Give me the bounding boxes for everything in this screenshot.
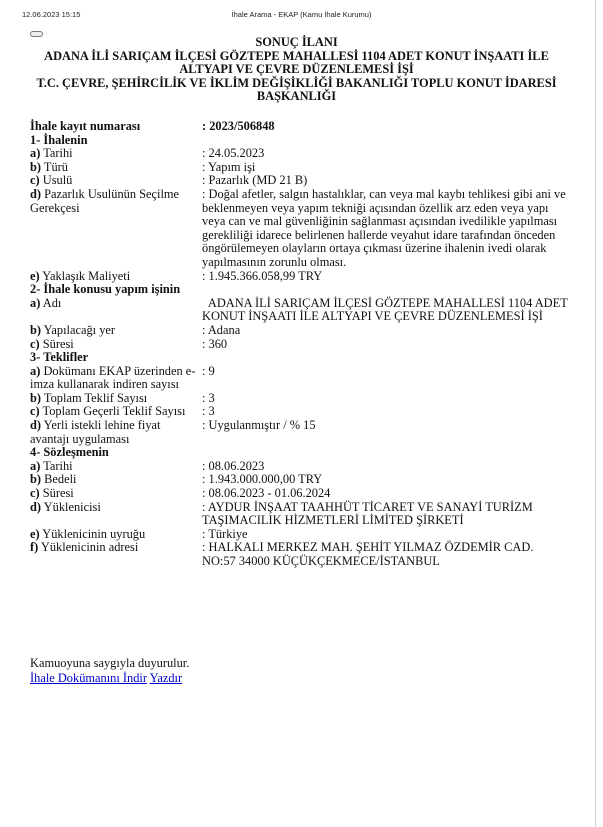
table-row: a) Tarihi : 24.05.2023 bbox=[30, 147, 570, 161]
field-label: Yaklaşık Maliyeti bbox=[42, 268, 131, 283]
table-row: c) Usulü : Pazarlık (MD 21 B) bbox=[30, 174, 570, 188]
section-is: 2- İhale konusu yapım işinin bbox=[30, 282, 181, 297]
field-label: Süresi bbox=[42, 336, 74, 351]
table-row: c) Süresi : 08.06.2023 - 01.06.2024 bbox=[30, 487, 570, 501]
announcement-table bbox=[30, 120, 570, 569]
work-name-value: ADANA İLİ SARIÇAM İLÇESİ GÖZTEPE MAHALLESİ 1104 ADET KONUT İNŞAATI İLE ALTYAPI VE ÇEVRE DÜZENLEMESİ İŞİ bbox=[202, 295, 568, 324]
title-line-3: T.C. ÇEVRE, ŞEHİRCİLİK VE İKLİM DEĞİŞİKLİĞİ BAKANLIĞI TOPLU KONUT İDARESİ BAŞKANLIĞI bbox=[36, 75, 557, 104]
field-value: : Uygulanmıştır / % 15 bbox=[202, 418, 316, 433]
field-value: : 24.05.2023 bbox=[202, 146, 265, 161]
field-value: : Türkiye bbox=[202, 526, 248, 541]
table-row: b) Türü : Yapım işi bbox=[30, 161, 570, 175]
table-row: d) Yerli istekli lehine fiyat avantajı uygulaması : Uygulanmıştır / % 15 bbox=[30, 419, 570, 446]
field-label: Yerli istekli lehine fiyat avantajı uygulaması bbox=[30, 418, 161, 446]
field-value: : 3 bbox=[202, 404, 215, 419]
field-value: : 360 bbox=[202, 336, 228, 351]
field-label: Toplam Geçerli Teklif Sayısı bbox=[42, 404, 186, 419]
field-label: Toplam Teklif Sayısı bbox=[43, 390, 148, 405]
table-row: c) Toplam Geçerli Teklif Sayısı : 3 bbox=[30, 405, 570, 419]
print-date: 12.06.2023 15:15 bbox=[22, 10, 81, 19]
field-value: : Adana bbox=[202, 322, 241, 337]
field-label: Yüklenicinin uyruğu bbox=[42, 526, 146, 541]
closing-text: Kamuoyuna saygıyla duyurulur. bbox=[30, 656, 190, 670]
table-row: d) Yüklenicisi : AYDUR İNŞAAT TAAHHÜT TİCARET VE SANAYİ TURİZM TAŞIMACILIK HİZMETLERİ LİMİTED ŞİRKETİ bbox=[30, 501, 570, 528]
registration-row bbox=[30, 120, 570, 134]
registration-label: İhale kayıt numarası bbox=[30, 119, 141, 133]
field-label: Usulü bbox=[42, 173, 73, 188]
field-value: : Yapım işi bbox=[202, 159, 256, 174]
table-row: d) Pazarlık Usulünün Seçilme Gerekçesi : Doğal afetler, salgın hastalıklar, can veya mal kaybı tehlikesi gibi ani ve beklenmeyen veya yapım tekniği açısından özellik arz eden veya yapı veya can ve mal güvenliğinin sağlanması açısından ivedilikle yapılması gerekliliği idarece belirlenen hallerde veyahut idare tarafından önceden öngörülemeyen olayların ortaya çıkması üzerine ihalenin ivedi olarak yapılmasının zorunlu olması. bbox=[30, 188, 570, 270]
title-line-1: SONUÇ İLANI bbox=[255, 35, 338, 49]
field-label: Türü bbox=[43, 159, 68, 174]
table-row: e) Yüklenicinin uyruğu : Türkiye bbox=[30, 528, 570, 542]
table-row: a) Dokümanı EKAP üzerinden e-imza kullanarak indiren sayısı : 9 bbox=[30, 365, 570, 392]
table-row: b) Toplam Teklif Sayısı : 3 bbox=[30, 392, 570, 406]
footer bbox=[30, 656, 189, 686]
field-value: : 1.945.366.058,99 TRY bbox=[202, 268, 323, 283]
download-document-link[interactable]: İhale Dokümanını İndir bbox=[30, 671, 147, 685]
section-sozlesme: 4- Sözleşmenin bbox=[30, 445, 109, 460]
field-label: Yapılacağı yer bbox=[43, 322, 116, 337]
table-row: f) Yüklenicinin adresi : HALKALI MERKEZ MAH. ŞEHİT YILMAZ ÖZDEMİR CAD. NO:57 34000 KÜÇÜKÇEKMECE/İSTANBUL bbox=[30, 541, 570, 568]
field-label: Tarihi bbox=[43, 146, 73, 161]
field-label: Adı bbox=[42, 295, 62, 310]
field-value: : 3 bbox=[202, 390, 215, 405]
table-row: a) Adı ADANA İLİ SARIÇAM İLÇESİ GÖZTEPE MAHALLESİ 1104 ADET KONUT İNŞAATI İLE ALTYAPI VE ÇEVRE DÜZENLEMESİ İŞİ bbox=[30, 297, 570, 324]
field-label: Yüklenicinin adresi bbox=[40, 540, 139, 555]
field-label: Tarihi bbox=[43, 458, 73, 473]
field-label: Dokümanı EKAP üzerinden e-imza kullanarak indiren sayısı bbox=[30, 363, 196, 392]
field-value bbox=[202, 297, 570, 324]
field-value: : 9 bbox=[202, 363, 215, 378]
field-label: Yüklenicisi bbox=[43, 499, 101, 514]
print-link[interactable]: Yazdır bbox=[149, 671, 183, 685]
table-row: b) Yapılacağı yer : Adana bbox=[30, 324, 570, 338]
table-row: b) Bedeli : 1.943.000.000,00 TRY bbox=[30, 473, 570, 487]
registration-value: : 2023/506848 bbox=[202, 119, 275, 133]
field-value: : 08.06.2023 bbox=[202, 458, 265, 473]
field-value: : 1.943.000.000,00 TRY bbox=[202, 472, 323, 487]
field-label: Bedeli bbox=[44, 472, 77, 487]
section-ihale: 1- İhalenin bbox=[30, 132, 88, 147]
section-teklifler: 3- Teklifler bbox=[30, 350, 89, 365]
field-label: Süresi bbox=[42, 486, 74, 501]
page-edge bbox=[595, 0, 596, 827]
print-title: İhale Arama - EKAP (Kamu İhale Kurumu) bbox=[231, 10, 372, 19]
print-header bbox=[18, 10, 585, 24]
table-row: c) Süresi : 360 bbox=[30, 338, 570, 352]
announcement-title bbox=[30, 36, 563, 104]
field-value: : Doğal afetler, salgın hastalıklar, can veya mal kaybı tehlikesi gibi ani ve beklenmeyen veya yapım tekniği açısından özellik arz eden veya yapı veya can ve mal güvenliğinin sağlanması açısından ivedilikle yapılması gerekliliği idarece belirlenen hallerde veyahut idare tarafından önceden öngörülemeyen olayların ortaya çıkması üzerine ihalenin ivedi olarak yapılmasının zorunlu olması. bbox=[202, 186, 566, 269]
title-line-2: ADANA İLİ SARIÇAM İLÇESİ GÖZTEPE MAHALLESİ 1104 ADET KONUT İNŞAATI İLE ALTYAPI VE ÇEVRE DÜZENLEMESİ İŞİ bbox=[44, 48, 549, 77]
field-value: : HALKALI MERKEZ MAH. ŞEHİT YILMAZ ÖZDEMİR CAD. NO:57 34000 KÜÇÜKÇEKMECE/İSTANBUL bbox=[202, 540, 534, 568]
table-row: a) Tarihi : 08.06.2023 bbox=[30, 460, 570, 474]
footer-links bbox=[30, 671, 189, 686]
table-row: e) Yaklaşık Maliyeti : 1.945.366.058,99 TRY bbox=[30, 270, 570, 284]
field-label: Pazarlık Usulünün Seçilme Gerekçesi bbox=[30, 186, 180, 215]
field-value: : 08.06.2023 - 01.06.2024 bbox=[202, 486, 331, 501]
field-value: : AYDUR İNŞAAT TAAHHÜT TİCARET VE SANAYİ TURİZM TAŞIMACILIK HİZMETLERİ LİMİTED ŞİRKETİ bbox=[202, 499, 533, 528]
field-value: : Pazarlık (MD 21 B) bbox=[202, 173, 308, 188]
